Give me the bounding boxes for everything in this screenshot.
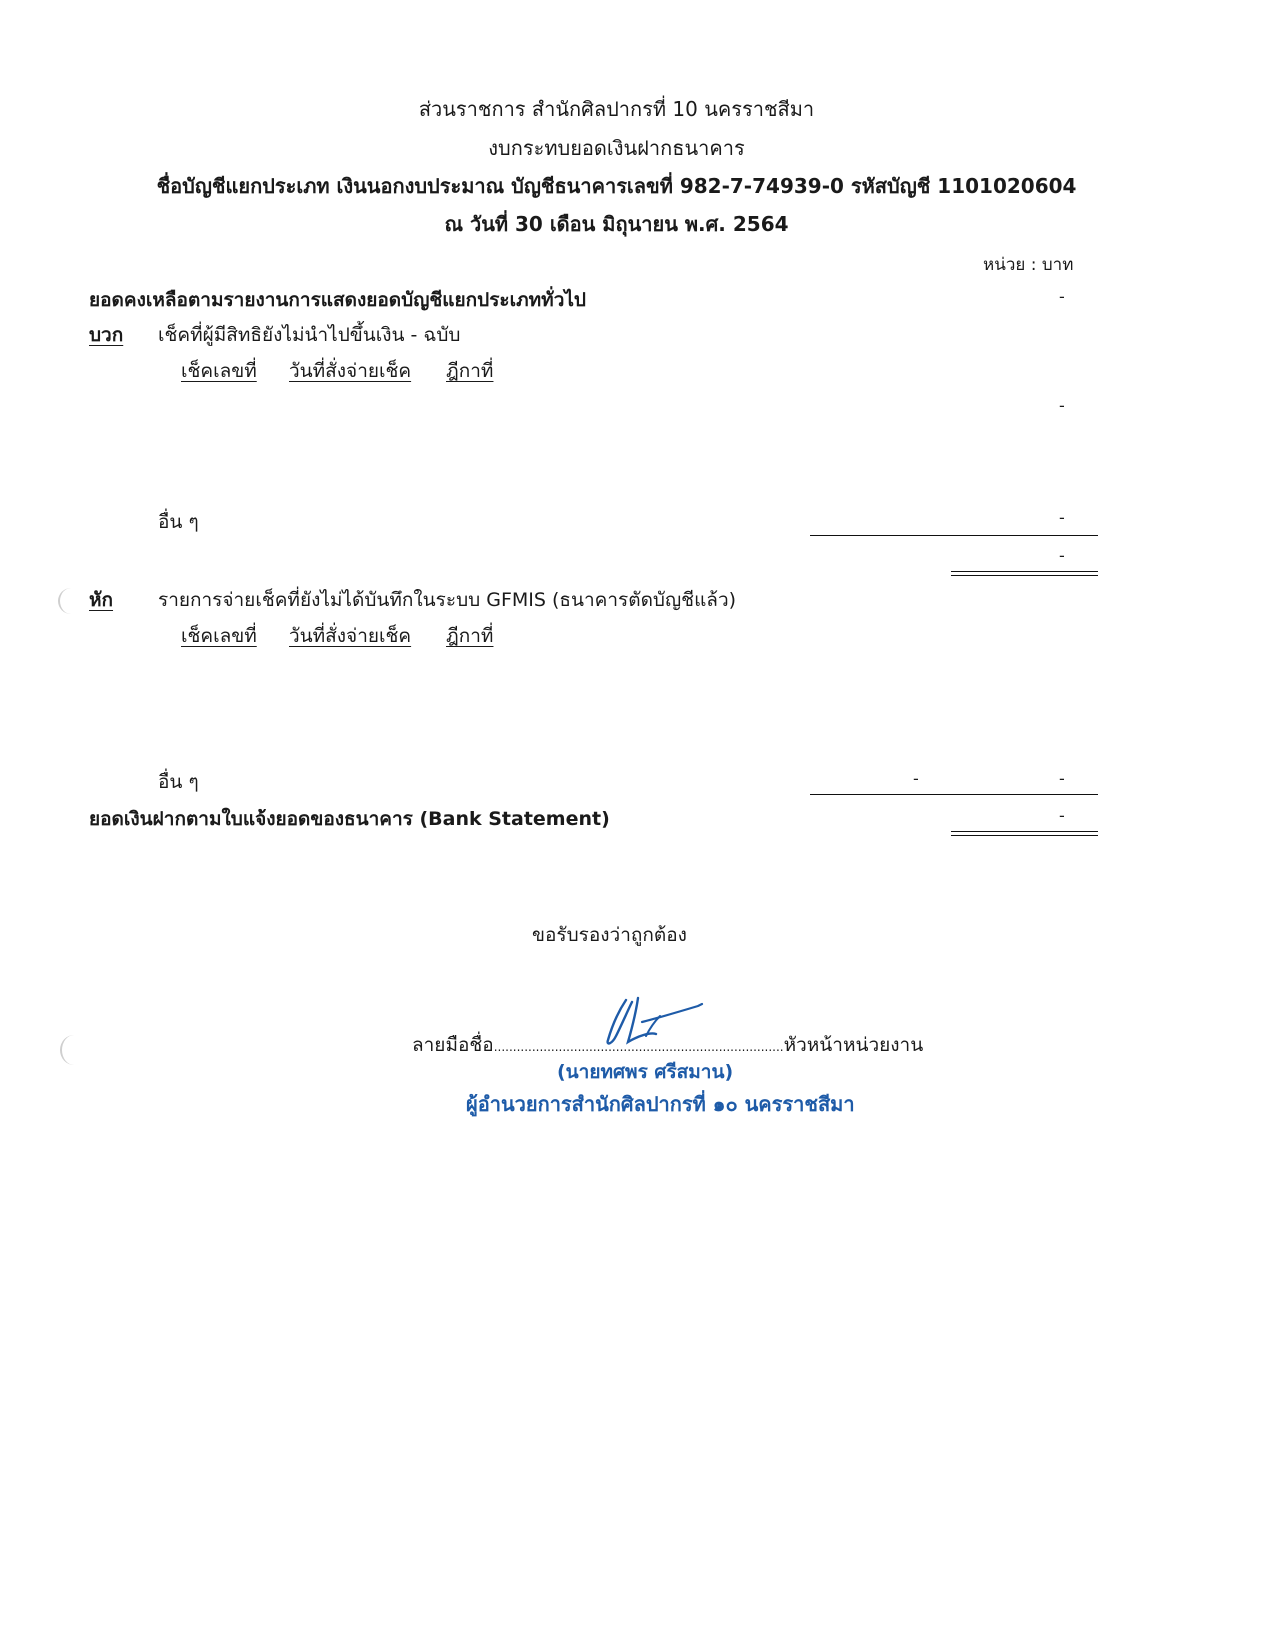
add-other-label: อื่น ๆ: [158, 511, 199, 533]
add-total-double-rule-1: [951, 571, 1098, 572]
ledger-balance-label: ยอดคงเหลือตามรายงานการแสดงยอดบัญชีแยกประเภททั่วไป: [89, 289, 586, 311]
bank-balance-amount: -: [1059, 806, 1065, 825]
bank-balance-double-rule-1: [951, 831, 1098, 832]
signature-dots: ............................................................................: [493, 1040, 784, 1054]
add-col-cheque-no: เช็คเลขที่: [181, 360, 257, 382]
punch-hole-mark-top: [58, 588, 84, 614]
header-title: งบกระทบยอดเงินฝากธนาคาร: [488, 136, 745, 160]
header-date: ณ วันที่ 30 เดือน มิถุนายน พ.ศ. 2564: [444, 212, 789, 236]
deduct-other-amount-2: -: [1059, 769, 1065, 788]
certification-text: ขอรับรองว่าถูกต้อง: [532, 924, 687, 946]
add-total-double-rule-2: [951, 575, 1098, 576]
add-col-voucher-no: ฎีกาที่: [446, 360, 494, 382]
add-subtotal-rule: [810, 535, 1098, 536]
deduct-other-label: อื่น ๆ: [158, 771, 199, 793]
stamp-title: ผู้อำนวยการสำนักศิลปากรที่ ๑๐ นครราชสีมา: [466, 1092, 855, 1116]
add-description: เช็คที่ผู้มีสิทธิยังไม่นำไปขึ้นเงิน - ฉบับ: [158, 324, 461, 346]
deduct-label: หัก: [89, 589, 114, 611]
header-account: ชื่อบัญชีแยกประเภท เงินนอกงบประมาณ บัญชีธนาคารเลขที่ 982-7-74939-0 รหัสบัญชี 1101020604: [156, 174, 1077, 198]
add-subtotal-amount: -: [1059, 396, 1065, 415]
signature-suffix: หัวหน้าหน่วยงาน: [783, 1034, 924, 1056]
unit-label: หน่วย : บาท: [983, 255, 1074, 275]
add-total-amount: -: [1059, 546, 1065, 565]
bank-balance-double-rule-2: [951, 835, 1098, 836]
signature-prefix: ลายมือชื่อ: [412, 1034, 494, 1056]
deduct-subtotal-rule: [810, 794, 1098, 795]
deduct-description: รายการจ่ายเช็คที่ยังไม่ได้บันทึกในระบบ GFMIS (ธนาคารตัดบัญชีแล้ว): [158, 589, 737, 611]
header-agency: ส่วนราชการ สำนักศิลปากรที่ 10 นครราชสีมา: [418, 97, 815, 121]
add-other-amount: -: [1059, 508, 1065, 527]
ledger-balance-amount: -: [1059, 287, 1065, 306]
stamp-name: (นายทศพร ศรีสมาน): [557, 1061, 734, 1083]
deduct-col-cheque-date: วันที่สั่งจ่ายเช็ค: [289, 625, 412, 647]
add-col-cheque-date: วันที่สั่งจ่ายเช็ค: [289, 360, 412, 382]
handwritten-signature: [598, 992, 738, 1052]
punch-hole-mark-bottom: [60, 1035, 88, 1065]
add-label: บวก: [89, 324, 124, 346]
deduct-other-amount-1: -: [913, 769, 919, 788]
deduct-col-cheque-no: เช็คเลขที่: [181, 625, 257, 647]
deduct-col-voucher-no: ฎีกาที่: [446, 625, 494, 647]
bank-balance-label: ยอดเงินฝากตามใบแจ้งยอดของธนาคาร (Bank Statement): [89, 808, 610, 830]
